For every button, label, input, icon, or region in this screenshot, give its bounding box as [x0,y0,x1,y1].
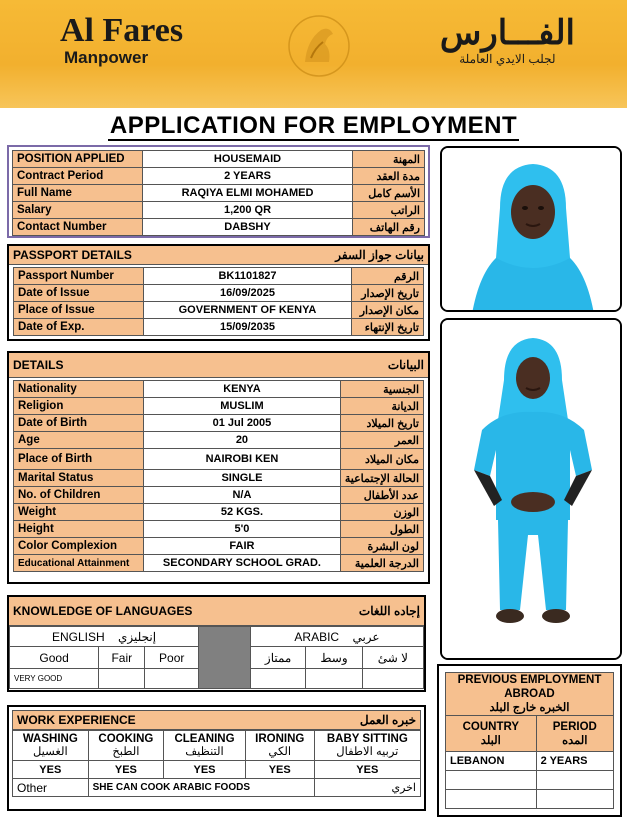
position-value: RAQIYA ELMI MOHAMED [143,185,353,202]
country-column-header: COUNTRY البلد [446,716,537,752]
details-value: NAIROBI KEN [144,449,341,470]
languages-table [9,626,424,689]
position-label: Contract Period [13,168,143,185]
work-heading: WORK EXPERIENCE خبره العمل [12,710,421,730]
passport-label: Place of Issue [14,302,144,319]
position-label-ar: مدة العقد [353,168,425,185]
details-label-ar: الدرجة العلمية [340,555,423,572]
details-label: Nationality [14,381,144,398]
details-table [13,380,424,572]
english-header: ENGLISH إنجليزي [10,627,199,647]
skill-header: BABY SITTING تربيه الاطفال [314,731,420,761]
prev-empty-cell [446,771,537,790]
passport-label-ar: الرقم [352,268,424,285]
previous-employment-heading: PREVIOUS EMPLOYMENT ABROAD الخبره خارج البلد [446,673,614,716]
period-column-header: PERIOD المده [536,716,613,752]
details-row [14,449,424,470]
position-label-ar: المهنة [353,151,425,168]
details-row [14,538,424,555]
details-label: Weight [14,504,144,521]
position-row [13,202,425,219]
level-poor: Poor [145,647,199,669]
details-label-ar: مكان الميلاد [340,449,423,470]
position-row [13,151,425,168]
passport-table [13,267,424,336]
level-none-ar: لا شئ [362,647,423,669]
details-label: Religion [14,398,144,415]
brand-subtitle: Manpower [64,48,149,67]
position-label-ar: رقم الهاتف [353,219,425,236]
prev-empty-cell [446,790,537,809]
passport-label: Date of Issue [14,285,144,302]
skill-value: YES [88,761,164,779]
position-section [7,145,430,238]
details-label: Marital Status [14,470,144,487]
details-row [14,487,424,504]
details-value: 5'0 [144,521,341,538]
passport-value: 15/09/2035 [144,319,352,336]
details-row [14,521,424,538]
brand-english [60,14,183,68]
passport-label-ar: تاريخ الإصدار [352,285,424,302]
details-label: Color Complexion [14,538,144,555]
passport-row [14,302,424,319]
details-value: KENYA [144,381,341,398]
languages-section [7,595,426,692]
details-label: Educational Attainment [14,555,144,572]
details-value: MUSLIM [144,398,341,415]
details-value: 20 [144,432,341,449]
english-fair-value [99,669,145,689]
passport-row [14,285,424,302]
prev-empty-cell [536,771,613,790]
details-row [14,398,424,415]
skill-value: YES [13,761,89,779]
details-row [14,504,424,521]
position-label: POSITION APPLIED [13,151,143,168]
skill-header: COOKING الطبخ [88,731,164,761]
details-label-ar: العمر [340,432,423,449]
details-row [14,432,424,449]
page-title: APPLICATION FOR EMPLOYMENT [109,112,518,139]
details-row [14,470,424,487]
position-label: Contact Number [13,219,143,236]
details-label-ar: الجنسية [340,381,423,398]
position-row [13,185,425,202]
details-value: 52 KGS. [144,504,341,521]
previous-employment-table [445,672,614,809]
full-body-image [442,320,622,660]
level-excellent-ar: ممتاز [251,647,306,669]
details-heading: DETAILS البيانات [9,353,428,378]
details-label-ar: الديانة [340,398,423,415]
skill-value: YES [314,761,420,779]
details-section [7,351,430,584]
position-row [13,168,425,185]
position-value: HOUSEMAID [143,151,353,168]
horse-logo-icon [285,12,353,80]
arabic-none-value [362,669,423,689]
previous-employment-row [446,752,614,771]
passport-value: 16/09/2025 [144,285,352,302]
details-label-ar: لون البشرة [340,538,423,555]
work-table [12,730,421,797]
position-table [12,150,425,236]
details-row [14,381,424,398]
brand-name-arabic: الفـــارس [439,14,575,52]
position-label: Full Name [13,185,143,202]
position-label-ar: الأسم كامل [353,185,425,202]
skill-value: YES [164,761,246,779]
brand-arabic [440,14,575,66]
arabic-excellent-value [251,669,306,689]
prev-empty-cell [536,790,613,809]
details-label: Height [14,521,144,538]
prev-period: 2 YEARS [536,752,613,771]
full-body-photo [440,318,622,660]
prev-country: LEBANON [446,752,537,771]
passport-row [14,319,424,336]
level-average-ar: وسط [306,647,363,669]
details-label-ar: الطول [340,521,423,538]
portrait-image [442,148,622,312]
passport-row [14,268,424,285]
passport-label: Date of Exp. [14,319,144,336]
details-row [14,555,424,572]
letterhead [0,0,627,108]
position-label-ar: الراتب [353,202,425,219]
passport-value: BK1101827 [144,268,352,285]
skill-header: CLEANING التنظيف [164,731,246,761]
details-label: Age [14,432,144,449]
other-label-ar: اخري [314,779,420,797]
english-poor-value [145,669,199,689]
passport-label: Passport Number [14,268,144,285]
language-divider [199,627,251,689]
passport-label-ar: تاريخ الإنتهاء [352,319,424,336]
details-label: No. of Children [14,487,144,504]
position-value: 1,200 QR [143,202,353,219]
position-value: 2 YEARS [143,168,353,185]
details-label-ar: الوزن [340,504,423,521]
languages-heading: KNOWLEDGE OF LANGUAGES إجاده اللغات [9,597,424,626]
details-label: Place of Birth [14,449,144,470]
passport-section [7,244,430,341]
skill-header: IRONING الكي [245,731,314,761]
previous-employment-section [437,664,622,817]
portrait-photo [440,146,622,312]
details-value: FAIR [144,538,341,555]
details-value: SECONDARY SCHOOL GRAD. [144,555,341,572]
english-level-value: VERY GOOD [10,669,99,689]
brand-subtitle-arabic: لجلب الايدي العاملة [459,52,556,66]
arabic-header: ARABIC عربي [251,627,424,647]
work-experience-section [7,705,426,811]
details-label-ar: عدد الأطفال [340,487,423,504]
other-value: SHE CAN COOK ARABIC FOODS [88,779,314,797]
details-row [14,415,424,432]
skill-value: YES [245,761,314,779]
level-fair: Fair [99,647,145,669]
details-value: N/A [144,487,341,504]
details-value: 01 Jul 2005 [144,415,341,432]
passport-heading: PASSPORT DETAILS بيانات جواز السفر [9,246,428,265]
details-label-ar: تاريخ الميلاد [340,415,423,432]
details-label-ar: الحالة الإجتماعية [340,470,423,487]
position-value: DABSHY [143,219,353,236]
arabic-average-value [306,669,363,689]
details-value: SINGLE [144,470,341,487]
brand-name: Al Fares [60,12,184,49]
skill-header: WASHING الغسيل [13,731,89,761]
details-label: Date of Birth [14,415,144,432]
passport-value: GOVERNMENT OF KENYA [144,302,352,319]
passport-label-ar: مكان الإصدار [352,302,424,319]
position-label: Salary [13,202,143,219]
other-label: Other [13,779,89,797]
position-row [13,219,425,236]
level-good: Good [10,647,99,669]
